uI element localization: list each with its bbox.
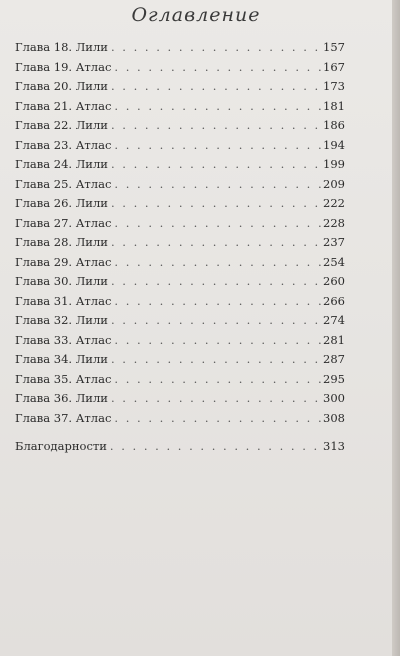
toc-entry-page: 300 [323,391,345,405]
toc-entry-page: 308 [323,410,345,425]
toc-leader-dots [111,118,321,132]
toc-entry [15,294,345,314]
toc-leader-dots [111,79,321,93]
toc-leader-dots [114,333,321,347]
toc-entry-label: Глава 35. Атлас [15,371,112,386]
toc-leader-dots [114,372,321,386]
page-edge [392,0,400,656]
toc-entry-page: 199 [323,157,345,171]
toc-leader-dots [111,274,321,288]
toc-entry-page: 266 [323,293,345,308]
toc-entry-label: Глава 28. Лили [15,235,108,249]
page-title: Оглавление [131,4,261,26]
toc-entry-page: 313 [323,439,345,453]
toc-entry-label: Глава 37. Атлас [15,410,112,425]
toc-entry-page: 254 [323,254,345,269]
table-of-contents [15,40,345,459]
toc-entry-acknowledgments [15,439,345,459]
toc-entry [15,333,345,353]
toc-entry [15,177,345,197]
toc-entry-label: Глава 29. Атлас [15,254,112,269]
toc-entry-page: 228 [323,215,345,230]
toc-leader-dots [114,216,321,230]
toc-entry [15,391,345,411]
toc-entry-label: Глава 21. Атлас [15,98,112,113]
toc-entry-label: Глава 26. Лили [15,196,108,210]
toc-entry [15,196,345,216]
toc-leader-dots [110,439,321,453]
toc-leader-dots [111,391,321,405]
toc-entry [15,138,345,158]
toc-entry-page: 281 [323,332,345,347]
toc-leader-dots [111,40,321,54]
toc-entry-label: Глава 20. Лили [15,79,108,93]
toc-entry-label: Глава 33. Атлас [15,332,112,347]
toc-entry-label: Глава 32. Лили [15,313,108,327]
toc-entry-label: Глава 31. Атлас [15,293,112,308]
toc-entry [15,40,345,60]
toc-leader-dots [114,411,321,425]
toc-entry-label: Глава 23. Атлас [15,137,112,152]
toc-entry-label: Глава 22. Лили [15,118,108,132]
toc-leader-dots [114,294,321,308]
toc-entry-label: Глава 36. Лили [15,391,108,405]
toc-entry-page: 222 [323,196,345,210]
toc-entry-label: Глава 18. Лили [15,40,108,54]
toc-entry-page: 287 [323,352,345,366]
toc-leader-dots [111,313,321,327]
toc-leader-dots [114,99,321,113]
toc-entry-page: 173 [323,79,345,93]
toc-entry-page: 181 [323,98,345,113]
toc-entry-label: Глава 25. Атлас [15,176,112,191]
toc-leader-dots [111,157,321,171]
toc-entry-label: Глава 19. Атлас [15,59,112,74]
toc-entry-label: Благодарности [15,439,107,453]
toc-entry [15,79,345,99]
toc-entry-page: 157 [323,40,345,54]
toc-entry-page: 186 [323,118,345,132]
toc-entry [15,157,345,177]
toc-spacer [15,430,345,439]
toc-entry-label: Глава 34. Лили [15,352,108,366]
toc-leader-dots [114,255,321,269]
toc-entry-page: 167 [323,59,345,74]
toc-leader-dots [111,196,321,210]
toc-entry-page: 194 [323,137,345,152]
toc-entry [15,313,345,333]
toc-entry-page: 209 [323,176,345,191]
toc-leader-dots [111,235,321,249]
toc-entry [15,216,345,236]
toc-entry-page: 260 [323,274,345,288]
toc-entry-label: Глава 27. Атлас [15,215,112,230]
toc-leader-dots [114,60,321,74]
toc-entry [15,235,345,255]
toc-leader-dots [114,138,321,152]
toc-entry-page: 295 [323,371,345,386]
toc-entry [15,99,345,119]
toc-entry [15,372,345,392]
toc-entry [15,352,345,372]
toc-leader-dots [114,177,321,191]
toc-entry [15,255,345,275]
toc-entry [15,60,345,80]
toc-entry-label: Глава 30. Лили [15,274,108,288]
toc-entry [15,411,345,431]
toc-entry-page: 274 [323,313,345,327]
toc-entry-page: 237 [323,235,345,249]
toc-entry-label: Глава 24. Лили [15,157,108,171]
toc-leader-dots [111,352,321,366]
toc-entry [15,118,345,138]
toc-entry [15,274,345,294]
